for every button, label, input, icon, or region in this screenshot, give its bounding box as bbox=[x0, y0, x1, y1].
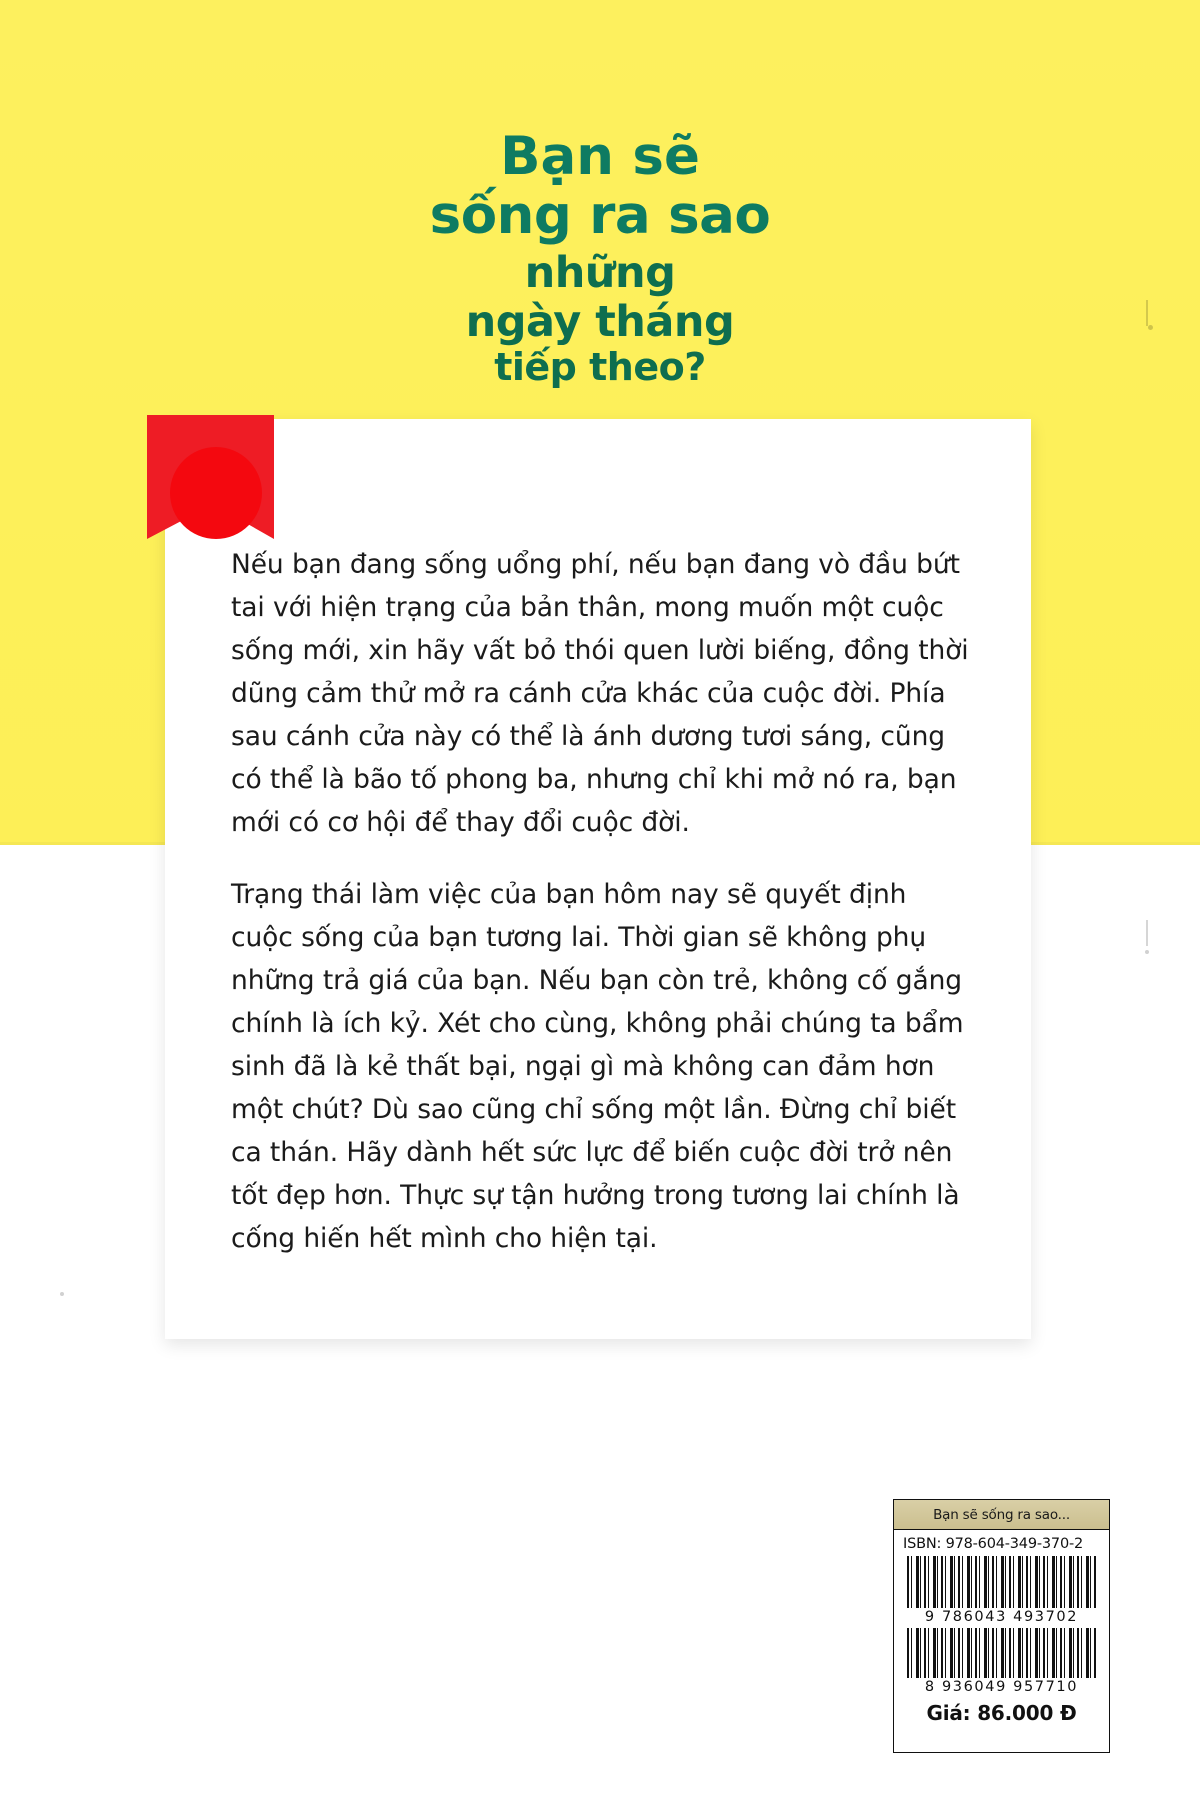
blurb-paragraph-1: Nếu bạn đang sống uổng phí, nếu bạn đang vò đầu bứt tai với hiện trạng của bản thân, mong muốn một cuộc sống mới, xin hãy vất bỏ thói quen lười biếng, đồng thời dũng cảm thử mở ra cánh cửa khác của cuộc đời. Phía sau cánh cửa này có thể là ánh dương tươi sáng, cũng có thể là bão tố phong ba, nhưng chỉ khi mở nó ra, bạn mới có cơ hội để thay đổi cuộc đời. bbox=[231, 549, 969, 838]
red-circle-badge bbox=[170, 447, 262, 539]
paper-speck bbox=[1145, 950, 1149, 954]
barcode-book-title: Bạn sẽ sống ra sao... bbox=[894, 1500, 1109, 1530]
barcode-digits-top: 9 786043 493702 bbox=[924, 1609, 1079, 1625]
headline-line-4: ngày tháng bbox=[465, 296, 735, 347]
barcode-bars-bottom bbox=[907, 1628, 1097, 1678]
headline-line-1: Bạn sẽ bbox=[500, 126, 700, 187]
price-label: Giá: 86.000 Đ bbox=[926, 1701, 1077, 1725]
cover-headline bbox=[0, 128, 1200, 388]
headline-line-3: những bbox=[524, 248, 676, 299]
headline-line-5: tiếp theo? bbox=[494, 345, 706, 390]
paper-speck bbox=[60, 1292, 64, 1296]
barcode-block bbox=[893, 1499, 1110, 1753]
barcode-bars-top bbox=[907, 1556, 1097, 1608]
blurb-text bbox=[231, 544, 976, 1261]
paper-mark bbox=[1146, 920, 1148, 946]
barcode-digits-bottom: 8 936049 957710 bbox=[924, 1679, 1079, 1695]
headline-line-2: sống ra sao bbox=[429, 185, 771, 247]
blurb-card bbox=[165, 419, 1031, 1339]
blurb-paragraph-2: Trạng thái làm việc của bạn hôm nay sẽ quyết định cuộc sống của bạn tương lai. Thời gian sẽ không phụ những trả giá của bạn. Nếu bạn còn trẻ, không cố gắng chính là ích kỷ. Xét cho cùng, không phải chúng ta bẩm sinh đã là kẻ thất bại, ngại gì mà không can đảm hơn một chút? Dù sao cũng chỉ sống một lần. Đừng chỉ biết ca thán. Hãy dành hết sức lực để biến cuộc đời trở nên tốt đẹp hơn. Thực sự tận hưởng trong tương lai chính là cống hiến hết mình cho hiện tại. bbox=[231, 879, 964, 1254]
isbn-text: ISBN: 978-604-349-370-2 bbox=[903, 1536, 1084, 1552]
